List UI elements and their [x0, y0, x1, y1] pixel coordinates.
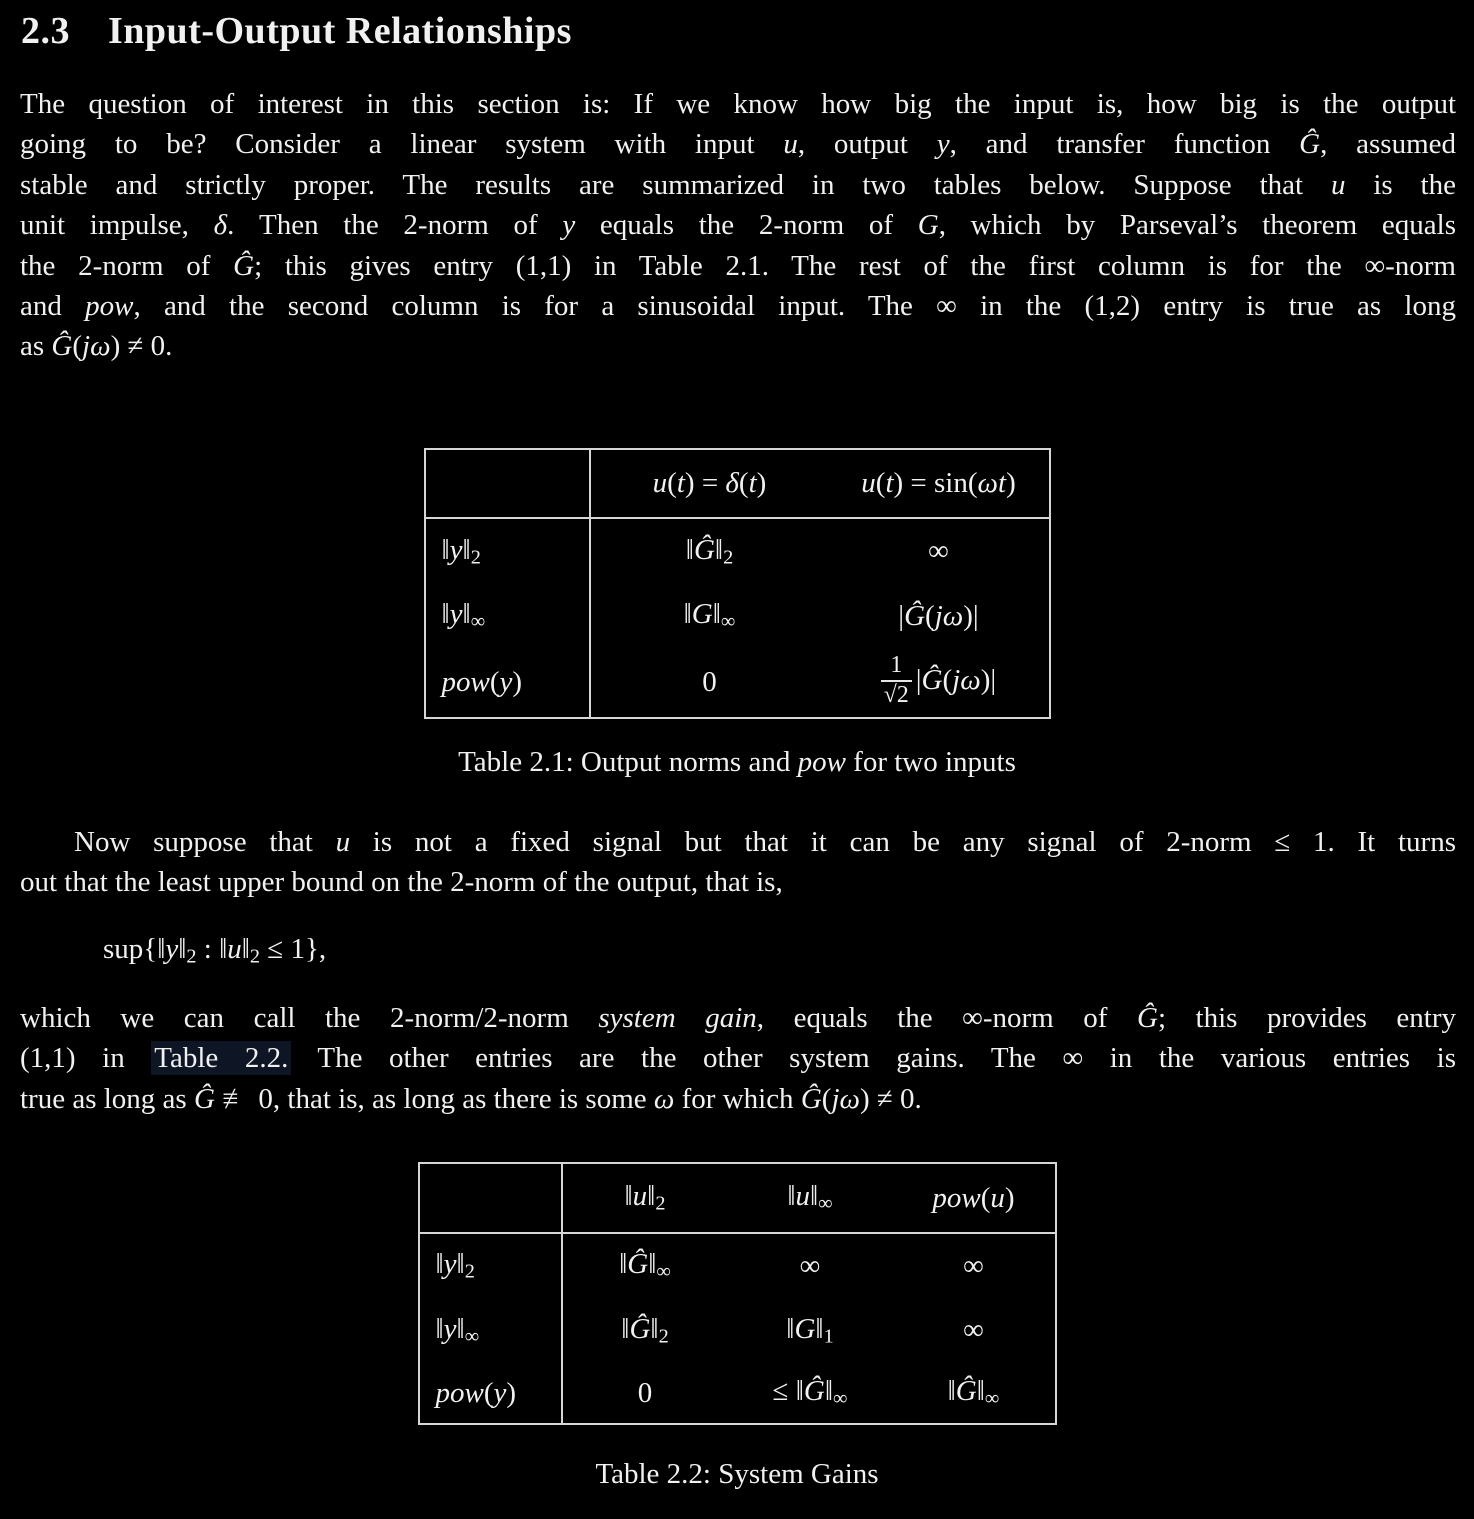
table-row — [425, 518, 1050, 584]
table-row — [425, 584, 1050, 648]
text-line: unit impulse, δ. Then the 2-norm of y equals the 2-norm of G, which by Parseval’s theorem equals — [20, 209, 1456, 242]
table-2-2-caption: Table 2.2: System Gains — [595, 1458, 879, 1490]
text-line: The question of interest in this section is: If we know how big the input is, how big is the output — [20, 88, 1456, 120]
table-row — [419, 1363, 1056, 1424]
table-cell: |Ĝ(jω)| — [898, 599, 979, 632]
table-cell: ∞ — [928, 535, 949, 567]
table-cell: ‖Ĝ‖2 — [685, 533, 734, 569]
row-label: pow(y) — [419, 1363, 562, 1424]
text-line: which we can call the 2-norm/2-norm system gain, equals the ∞-norm of Ĝ; this provides entry — [20, 1002, 1456, 1034]
table-2-2-container — [0, 1162, 1474, 1425]
table-2-2-header-uinf: ‖u‖∞ — [728, 1163, 893, 1233]
table-cell: ‖G‖∞ — [683, 598, 736, 633]
section-title: Input-Output Relationships — [108, 10, 572, 52]
row-label: ‖y‖2 — [425, 518, 590, 584]
table-cell: 0 — [702, 666, 717, 698]
table-2-2-link[interactable]: Table 2.2. — [151, 1041, 291, 1075]
fraction: $\frac{1}{√2}$ — [881, 652, 912, 709]
table-row — [419, 1298, 1056, 1363]
table-cell: ‖Ĝ‖2 — [621, 1312, 669, 1348]
text-line: out that the least upper bound on the 2-norm of the output, that is, — [20, 866, 783, 899]
text-line: (1,1) in Table 2.2. The other entries are the other system gains. The ∞ in the various entries is — [20, 1042, 1456, 1075]
table-cell: ‖Ĝ‖∞ — [619, 1248, 671, 1283]
text-line: true as long as Ĝ ≢ 0, that is, as long as there is some ω for which Ĝ(jω) ≠ 0. — [20, 1082, 922, 1115]
table-2-1-container — [0, 448, 1474, 719]
text-line: the 2-norm of Ĝ; this gives entry (1,1) in Table 2.1. The rest of the first column is for the ∞-norm — [20, 249, 1456, 282]
text-line: as Ĝ(jω) ≠ 0. — [20, 330, 173, 363]
row-label: ‖y‖∞ — [425, 584, 590, 648]
text-line: going to be? Consider a linear system with input u, output y, and transfer function Ĝ, assumed — [20, 128, 1456, 161]
table-cell: 0 — [637, 1376, 653, 1409]
table-cell: ‖Ĝ‖∞ — [947, 1375, 1000, 1410]
table-cell: ‖G‖1 — [786, 1312, 834, 1348]
table-2-2 — [418, 1162, 1057, 1425]
table-2-2-header-u2: ‖u‖2 — [562, 1163, 728, 1233]
text-line: stable and strictly proper. The results are summarized in two tables below. Suppose that u is the — [20, 168, 1456, 201]
table-cell: ∞ — [799, 1249, 821, 1282]
paragraph-2 — [20, 822, 1456, 903]
row-label: ‖y‖2 — [419, 1233, 562, 1298]
text-line: Now suppose that u is not a fixed signal but that it can be any signal of 2-norm ≤ 1. It turns — [74, 826, 1456, 858]
text-line: and pow, and the second column is for a sinusoidal input. The ∞ in the (1,2) entry is true as long — [20, 289, 1456, 322]
section-heading — [21, 8, 572, 54]
table-cell: ≤ ‖Ĝ‖∞ — [772, 1375, 848, 1410]
table-2-1-header-row — [425, 449, 1050, 518]
table-2-1-corner-cell — [425, 449, 590, 518]
row-label: ‖y‖∞ — [419, 1298, 562, 1363]
table-row — [419, 1233, 1056, 1298]
display-equation: sup{‖y‖2 : ‖u‖2 ≤ 1}, — [103, 933, 327, 968]
table-2-2-corner-cell — [419, 1163, 562, 1233]
table-2-1 — [424, 448, 1051, 719]
table-2-1-header-impulse: u(t) = δ(t) — [590, 449, 829, 518]
section-number: 2.3 — [21, 10, 70, 52]
table-2-2-header-powu: pow(u) — [893, 1163, 1056, 1233]
table-2-1-header-sine: u(t) = sin(ωt) — [829, 449, 1050, 518]
table-2-2-header-row — [419, 1163, 1056, 1233]
table-cell: ∞ — [963, 1249, 984, 1282]
table-cell: $\frac{1}{√2}$ |Ĝ(jω)| — [829, 648, 1050, 718]
row-label: pow(y) — [425, 648, 590, 718]
table-cell: ∞ — [963, 1314, 984, 1346]
paragraph-1 — [20, 84, 1456, 367]
table-2-1-caption: Table 2.1: Output norms and pow for two inputs — [458, 746, 1016, 778]
paragraph-3 — [20, 998, 1456, 1119]
table-row — [425, 648, 1050, 718]
